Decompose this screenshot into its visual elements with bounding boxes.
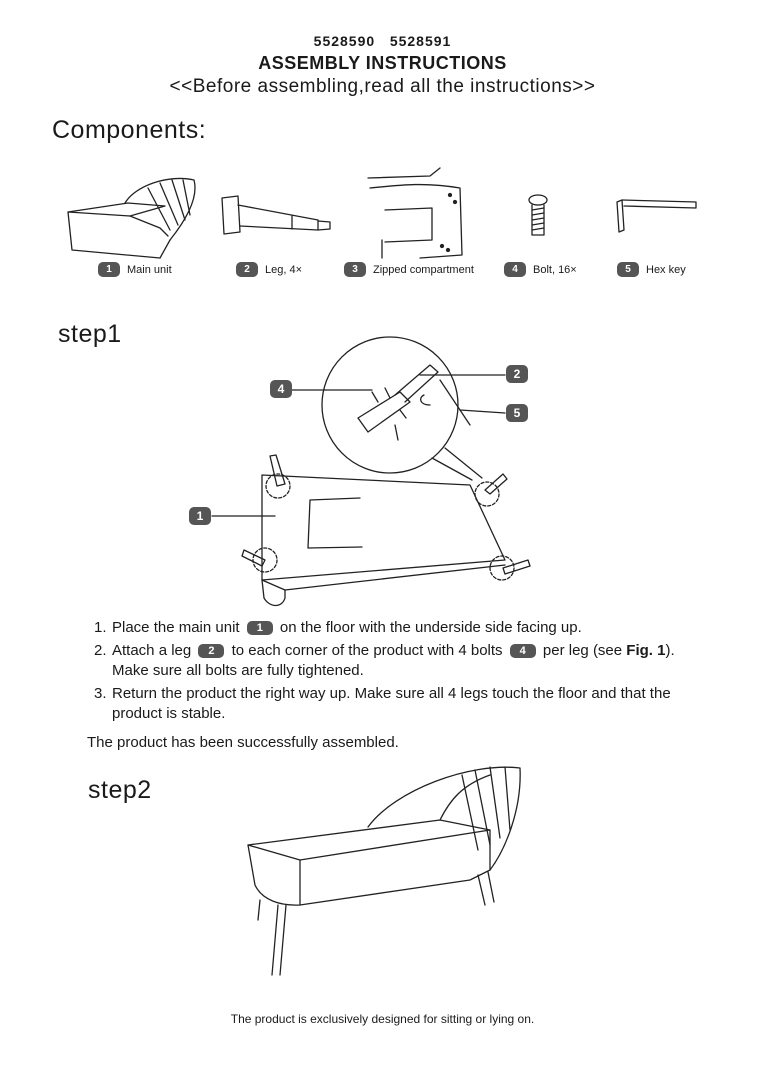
component-label-leg: [236, 262, 302, 277]
instruction-text: ).: [665, 642, 675, 659]
instruction-text: Attach a leg: [112, 642, 192, 659]
instruction-text: per leg (see: [542, 642, 623, 659]
component-name: Hex key: [646, 263, 686, 276]
footer-note: The product is exclusively designed for sitting or lying on.: [230, 1012, 535, 1026]
component-number: 4: [504, 262, 526, 277]
instruction-text: Place the main unit: [112, 619, 240, 636]
component-name: Main unit: [127, 263, 172, 276]
step1-instructions: [94, 618, 714, 727]
product-codes: 5528590 5528591: [313, 33, 452, 49]
instruction-3: [94, 684, 714, 724]
instruction-text: Return the product the right way up. Make sure all 4 legs touch the floor and that the product is stable.: [112, 685, 671, 722]
document-subtitle: <<Before assembling,read all the instructions>>: [169, 76, 596, 97]
instruction-number: 3.: [94, 685, 107, 702]
part-number-badge: 4: [510, 644, 536, 658]
component-name: Zipped compartment: [373, 263, 474, 276]
components-heading: Components:: [52, 116, 207, 144]
figure-reference: Fig. 1: [626, 642, 666, 659]
step1-heading: step1: [58, 320, 122, 348]
instruction-text: on the floor with the underside side facing up.: [279, 619, 582, 636]
instruction-number: 1.: [94, 619, 107, 636]
instruction-1: [94, 618, 714, 638]
callout-leg: 2: [506, 365, 528, 383]
component-label-bolt: [504, 262, 577, 277]
component-label-main-unit: [98, 262, 172, 277]
component-label-zipped-compartment: [344, 262, 474, 277]
bolt-icon: [529, 195, 547, 235]
part-number-badge: 2: [198, 644, 224, 658]
hex-key-icon: [617, 200, 696, 232]
component-name: Bolt, 16×: [533, 263, 577, 276]
document-title: ASSEMBLY INSTRUCTIONS: [258, 53, 507, 73]
component-label-hex-key: [617, 262, 686, 277]
callout-main-unit: 1: [189, 507, 211, 525]
callout-bolt: 4: [270, 380, 292, 398]
instruction-2: [94, 641, 714, 681]
step1-illustration: [212, 337, 530, 606]
instruction-text: Make sure all bolts are fully tightened.: [112, 662, 364, 679]
instruction-text: to each corner of the product with 4 bolts: [231, 642, 503, 659]
component-number: 2: [236, 262, 258, 277]
step2-illustration: [248, 767, 520, 975]
component-number: 5: [617, 262, 639, 277]
part-number-badge: 1: [247, 621, 273, 635]
zipped-compartment-icon: [368, 168, 462, 258]
component-name: Leg, 4×: [265, 263, 303, 276]
instruction-number: 2.: [94, 642, 107, 659]
completion-note: The product has been successfully assembled.: [87, 734, 399, 751]
step2-heading: step2: [88, 776, 152, 804]
chaise-lounge-icon: [68, 178, 195, 258]
component-number: 3: [344, 262, 366, 277]
component-number: 1: [98, 262, 120, 277]
callout-hex-key: 5: [506, 404, 528, 422]
leg-icon: [222, 196, 330, 234]
